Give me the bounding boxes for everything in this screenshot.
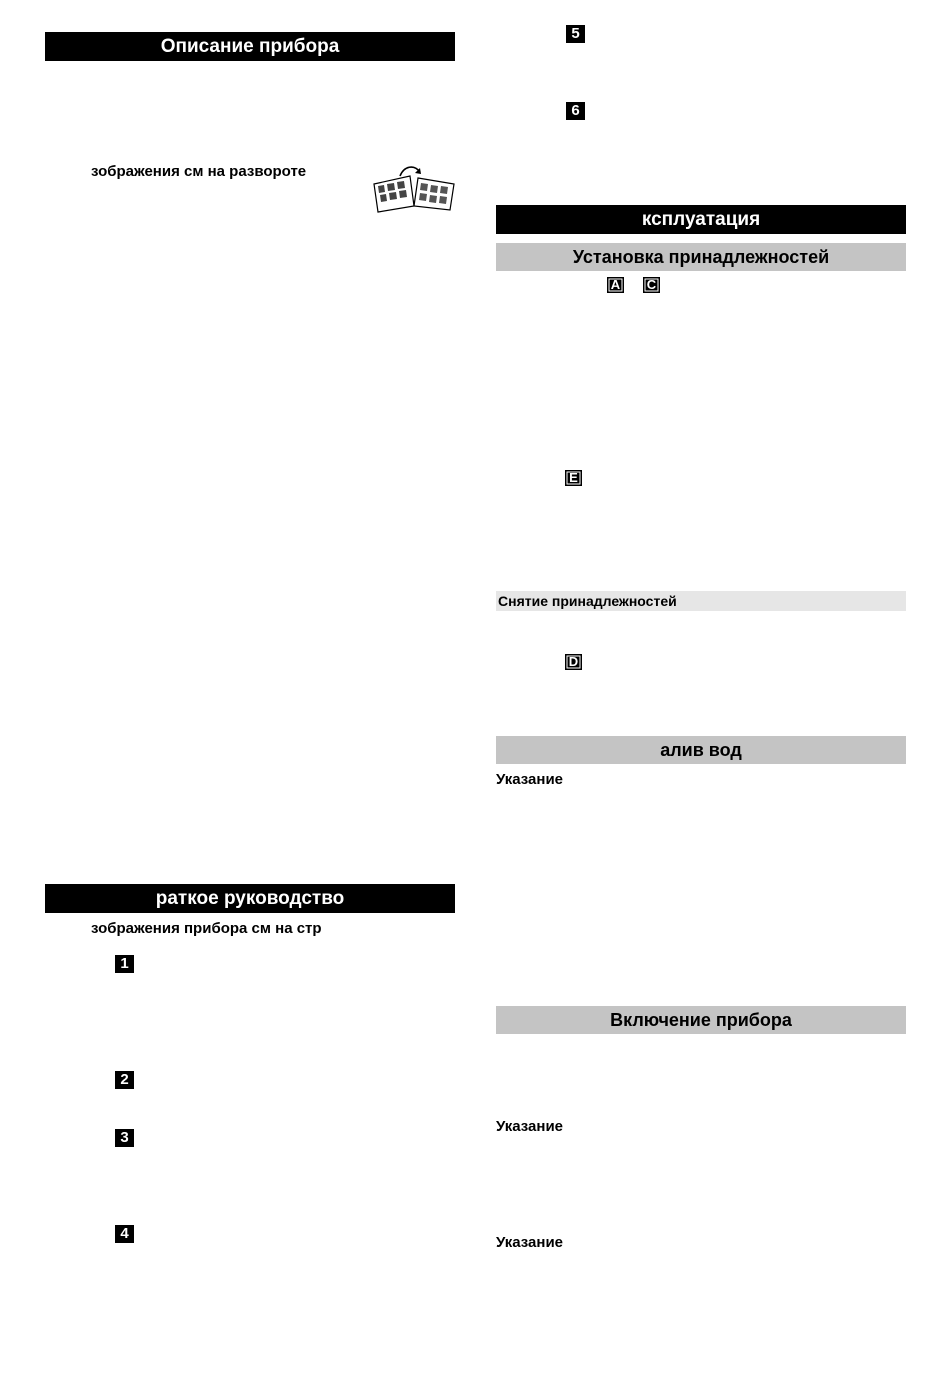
figure-e-marker: E — [565, 470, 582, 486]
section-title-quick-guide: раткое руководство — [45, 884, 455, 913]
section-title-operation: ксплуатация — [496, 205, 906, 234]
step-3-marker: 3 — [115, 1129, 134, 1147]
subsection-title-fill-water: алив вод — [496, 736, 906, 764]
step-4-marker: 4 — [115, 1225, 134, 1243]
note-label-1: Указание — [496, 771, 564, 788]
subsection-title-install-accessories: Установка принадлежностей — [496, 243, 906, 271]
note-label-3: Указание — [496, 1234, 564, 1251]
subsection-title-switch-on: Включение прибора — [496, 1006, 906, 1034]
open-booklet-icon — [370, 162, 458, 214]
figure-d-marker: D — [565, 654, 582, 670]
step-6-marker: 6 — [566, 102, 585, 120]
images-page-note: зображения прибора см на стр — [91, 920, 322, 937]
figure-c-marker: C — [643, 277, 660, 293]
step-2-marker: 2 — [115, 1071, 134, 1089]
subsection-title-remove-accessories: Снятие принадлежностей — [496, 591, 906, 611]
step-1-marker: 1 — [115, 955, 134, 973]
note-label-2: Указание — [496, 1118, 564, 1135]
section-title-device-description: Описание прибора — [45, 32, 455, 61]
step-5-marker: 5 — [566, 25, 585, 43]
images-note: зображения см на развороте — [91, 163, 307, 180]
figure-a-marker: A — [607, 277, 624, 293]
